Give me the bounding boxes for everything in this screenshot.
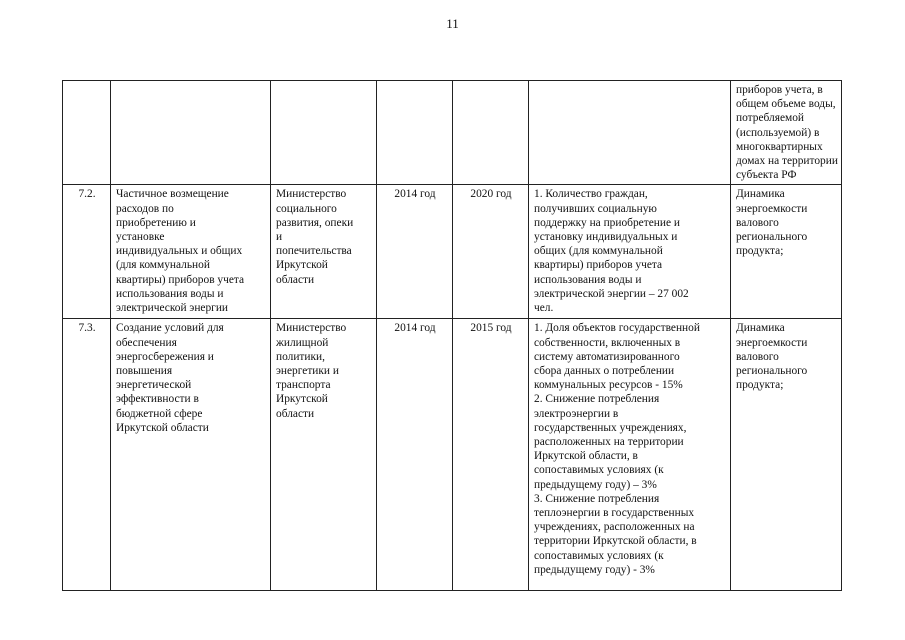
cell-text-line: политики, [276,350,325,363]
cell-text-line: 7.2. [78,188,96,201]
cell-text-line: предыдущему году) – 3% [534,478,657,491]
cell-text-line: 3. Снижение потребления [534,492,660,505]
cell-text-line: 7.3. [78,322,96,335]
cell-text-line: чел. [534,302,554,315]
cell-text-line: использования воды и [534,273,642,286]
cell-text-line: области [276,273,315,286]
cell-text-line: индивидуальных и общих [116,245,243,258]
cell-text-line: Динамика [736,188,785,201]
cell-text-line: валового [736,216,779,229]
table-row [63,319,842,591]
cell-text-line: Министерство [276,322,347,335]
table-row [63,185,842,319]
cell-text-line: расположенных на территории [534,436,684,449]
cell-text-line: энергоемкости [736,202,808,215]
cell-text-line: сопоставимых условиях (к [534,549,664,562]
cell-text-line: регионального [736,365,808,378]
cell-text-line: Министерство [276,188,347,201]
cell-text-line: получивших социальную [534,202,657,215]
cell-text-line: установку индивидуальных и [534,231,678,244]
cell-text-line: регионального [736,231,808,244]
cell-text-line: субъекта РФ [736,169,797,182]
cell-text-line: и [276,231,283,244]
cell-text-line: продукта; [736,379,784,392]
cell-text-line: 1. Количество граждан, [534,188,648,201]
page-number: 11 [446,16,459,31]
cell-text-line: домах на территории [736,155,838,168]
cell-number [63,319,111,591]
cell-text-line: многоквартирных [736,140,823,153]
cell-text-line: теплоэнергии в государственных [534,507,695,520]
cell-text-line: продукта; [736,245,784,258]
cell-text-line: Создание условий для [116,322,224,335]
cell-text-line: Частичное возмещение [116,188,229,201]
cell-start-year [377,81,453,185]
cell-text-line: транспорта [276,379,331,392]
cell-text-line: эффективности в [116,393,199,406]
cell-measure-name [111,185,271,319]
cell-text-line: области [276,407,315,420]
cell-text-line: (используемой) в [736,126,820,139]
cell-text-line: Иркутской области [116,421,209,434]
cell-text-line: социального [276,202,337,215]
cell-text-line: энергоемкости [736,336,808,349]
cell-text-line: квартиры) приборов учета [116,273,245,286]
cell-start-year: 2014 год [377,185,453,319]
cell-text-line: учреждениях, расположенных на [534,521,695,534]
cell-text-line: обеспечения [116,336,177,349]
cell-text-line: энергетики и [276,365,339,378]
cell-text-line: развития, опеки [276,216,354,229]
cell-text-line: 2. Снижение потребления [534,393,660,406]
cell-text-line: энергетической [116,379,192,392]
cell-start-year: 2014 год [377,319,453,591]
cell-text-line: Иркутской [276,393,328,406]
cell-text-line: (для коммунальной [116,259,210,272]
cell-text-line: повышения [116,365,173,378]
cell-text-line: энергосбережения и [116,350,214,363]
cell-measure-name [111,81,271,185]
cell-target-indicator [731,319,842,591]
cell-number [63,185,111,319]
cell-text-line: электрической энергии – 27 002 [534,287,689,300]
cell-target-indicator [731,81,842,185]
cell-text-line: использования воды и [116,287,224,300]
cell-text-line: 1. Доля объектов государственной [534,322,700,335]
cell-end-year: 2015 год [453,319,529,591]
cell-measure-name [111,319,271,591]
cell-text-line: территории Иркутской области, в [534,535,697,548]
program-measures-table [62,80,842,591]
cell-text-line: приборов учета, в [736,84,823,96]
cell-text-line: квартиры) приборов учета [534,259,663,272]
cell-text-line: сопоставимых условиях (к [534,464,664,477]
cell-end-year [453,81,529,185]
cell-text-line: Иркутской области, в [534,450,638,463]
cell-expected-result [529,185,731,319]
cell-responsible-executor [271,81,377,185]
table-row [63,81,842,185]
cell-text-line: поддержку на приобретение и [534,216,680,229]
cell-text-line: бюджетной сфере [116,407,203,420]
cell-text-line: собственности, включенных в [534,336,681,349]
cell-text-line: приобретению и [116,216,196,229]
cell-text-line: расходов по [116,202,174,215]
cell-text-line: валового [736,350,779,363]
cell-text-line: предыдущему году) - 3% [534,563,655,576]
cell-target-indicator [731,185,842,319]
cell-text-line: жилищной [276,336,329,349]
cell-responsible-executor [271,185,377,319]
cell-text-line: Иркутской [276,259,328,272]
cell-text-line: систему автоматизированного [534,350,680,363]
cell-text-line: общем объеме воды, [736,98,836,111]
cell-responsible-executor [271,319,377,591]
cell-text-line: общих (для коммунальной [534,245,663,258]
cell-end-year: 2020 год [453,185,529,319]
cell-text-line: Динамика [736,322,785,335]
cell-text-line: сбора данных о потреблении [534,365,675,378]
cell-text-line: коммунальных ресурсов - 15% [534,379,683,392]
cell-expected-result [529,319,731,591]
cell-text-line: электроэнергии в [534,407,619,420]
cell-text-line: потребляемой [736,112,804,125]
cell-number [63,81,111,185]
cell-text-line: попечительства [276,245,352,258]
cell-text-line: электрической энергии [116,302,229,315]
cell-text-line: установке [116,231,165,244]
cell-text-line: государственных учреждениях, [534,421,687,434]
cell-expected-result [529,81,731,185]
